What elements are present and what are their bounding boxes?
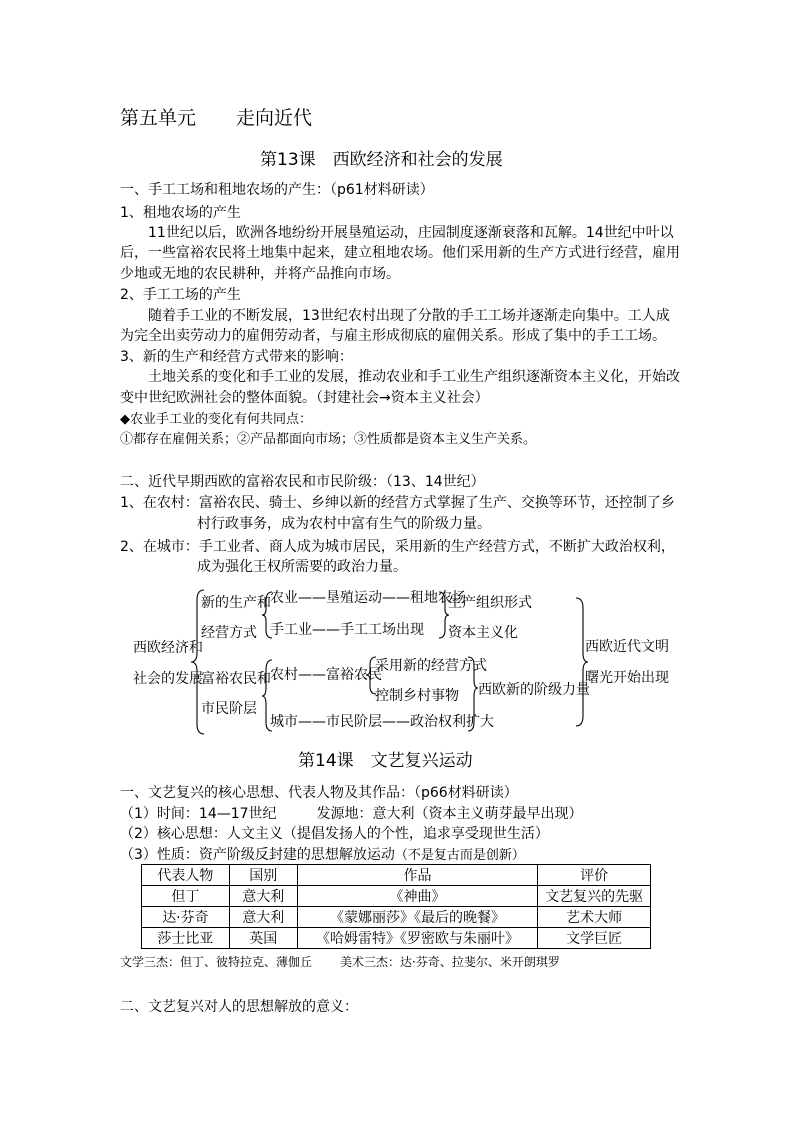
table-cell: 《蒙娜丽莎》《最后的晚餐》	[297, 907, 538, 928]
nature-text: （3）性质：资产阶级反封建的思想解放运动	[120, 847, 395, 863]
table-cell: 意大利	[229, 886, 297, 907]
paragraph-line: 土地关系的变化和手工业的发展，推动农业和手工业生产组织逐渐资本主义化，开始改	[148, 369, 680, 385]
table-header: 作品	[297, 865, 538, 886]
table-row	[142, 907, 651, 928]
unit-title	[120, 106, 312, 130]
table-cell: 《神曲》	[297, 886, 538, 907]
paragraph-line: 少地或无地的农民耕种，并将产品推向市场。	[120, 266, 400, 282]
table-cell: 文艺复兴的先驱	[538, 886, 651, 907]
footnote-art: 美术三杰：达·芬奇、拉斐尔、米开朗琪罗	[340, 955, 560, 969]
diagram-rural: 农村——富裕农民	[270, 667, 382, 683]
paragraph-line: 后，一些富裕农民将土地集中起来，建立租地农场。他们采用新的生产方式进行经营，雇用	[120, 245, 680, 261]
unit-name: 走向近代	[236, 107, 313, 129]
item-heading: 2、手工工场的产生	[120, 287, 241, 303]
diagram-urban: 城市——市民阶层——政治权利扩大	[270, 714, 494, 730]
note-answer: ①都存在雇佣关系；②产品都面向市场；③性质都是资本主义生产关系。	[120, 432, 537, 447]
diagram-handicraft: 手工业——手工工场出现	[270, 622, 424, 638]
lesson-14-title: 第14课 文艺复兴运动	[298, 751, 473, 771]
table-cell: 英国	[229, 928, 297, 949]
table-cell: 文学巨匠	[538, 928, 651, 949]
section-heading: 一、手工工场和租地农场的产生：（p61材料研读）	[120, 182, 434, 198]
core-idea: （2）核心思想：人文主义（提倡发扬人的个性，追求享受现世生活）	[120, 826, 549, 842]
paragraph-line: 变中世纪欧洲社会的整体面貌。（封建社会→资本主义社会）	[120, 390, 489, 406]
nature-note: （不是复古而是创新）	[394, 848, 525, 863]
origin-text: 发源地：意大利（资本主义萌芽最早出现）	[316, 806, 583, 822]
table-header: 国别	[229, 865, 297, 886]
diagram-final: 西欧近代文明 曙光开始出现	[585, 639, 669, 686]
lesson-13-title: 第13课 西欧经济和社会的发展	[260, 150, 503, 170]
paragraph-line: 1、在农村：富裕农民、骑士、乡绅以新的经营方式掌握了生产、交换等环节，还控制了乡	[120, 495, 675, 511]
section-heading: 二、文艺复兴对人的思想解放的意义：	[120, 999, 358, 1015]
paragraph-line: 11世纪以后，欧洲各地纷纷开展垦殖运动，庄园制度逐渐衰落和瓦解。14世纪中叶以	[148, 225, 674, 241]
diagram-branch-classes: 富裕农民和 市民阶层	[201, 671, 271, 717]
table-row	[142, 886, 651, 907]
section-heading: 一、文艺复兴的核心思想、代表人物及其作品：（p66材料研读）	[120, 785, 518, 801]
paragraph-line: 成为强化王权所需要的政治力量。	[197, 559, 407, 575]
diagram-capitalism-result: 生产组织形式 资本主义化	[448, 595, 532, 641]
table-header: 代表人物	[142, 865, 230, 886]
paragraph-line: 2、在城市：手工业者、商人成为城市居民，采用新的生产经营方式，不断扩大政治权利，	[120, 539, 675, 555]
item-heading: 1、租地农场的产生	[120, 205, 241, 221]
table-cell: 莎士比亚	[142, 928, 230, 949]
table-cell: 《哈姆雷特》《罗密欧与朱丽叶》	[297, 928, 538, 949]
time-line	[120, 804, 583, 824]
note-question: ◆农业手工业的变化有何共同点：	[120, 412, 312, 427]
unit-label: 第五单元	[120, 107, 197, 129]
table-cell: 但丁	[142, 886, 230, 907]
nature-line	[120, 845, 525, 866]
footnote	[120, 954, 560, 971]
section-heading: 二、近代早期西欧的富裕农民和市民阶级：（13、14世纪）	[120, 474, 485, 490]
table-cell: 达·芬奇	[142, 907, 230, 928]
diagram-agriculture: 农业——垦殖运动——租地农场	[270, 590, 466, 606]
representatives-table	[141, 864, 651, 949]
table-header-row	[142, 865, 651, 886]
table-header: 评价	[538, 865, 651, 886]
diagram-new-class: 西欧新的阶级力量	[478, 682, 590, 698]
table-cell: 意大利	[229, 907, 297, 928]
footnote-literature: 文学三杰：但丁、彼特拉克、薄伽丘	[120, 955, 313, 969]
diagram-root: 西欧经济和 社会的发展	[133, 640, 203, 687]
time-text: （1）时间：14—17世纪	[120, 806, 277, 822]
paragraph-line: 随着手工业的不断发展，13世纪农村出现了分散的手工工场并逐渐走向集中。工人成	[148, 308, 670, 324]
paragraph-line: 为完全出卖劳动力的雇佣劳动者，与雇主形成彻底的雇佣关系。形成了集中的手工工场。	[120, 328, 666, 344]
diagram-branch-production: 新的生产和 经营方式	[201, 595, 271, 641]
table-cell: 艺术大师	[538, 907, 651, 928]
diagram-rural-sub: 采用新的经营方式 控制乡村事物	[375, 658, 487, 704]
paragraph-line: 村行政事务，成为农村中富有生气的阶级力量。	[197, 516, 491, 532]
table-row	[142, 928, 651, 949]
item-heading: 3、新的生产和经营方式带来的影响：	[120, 349, 353, 365]
